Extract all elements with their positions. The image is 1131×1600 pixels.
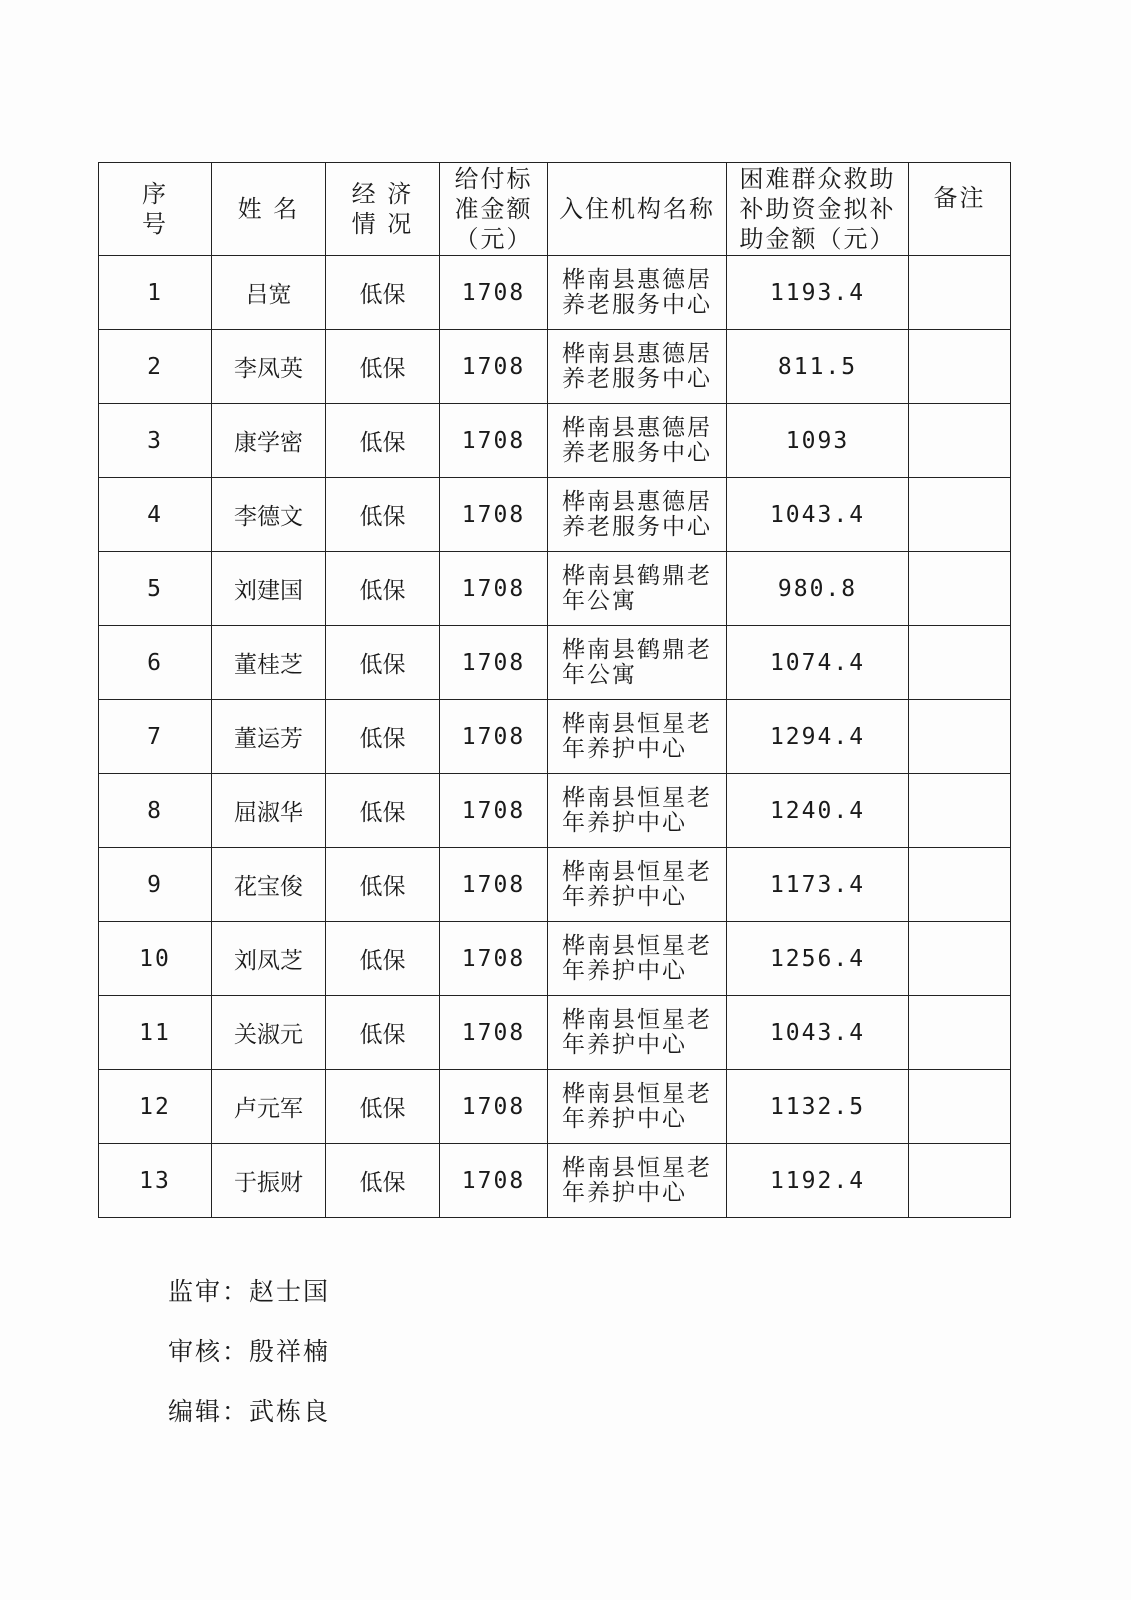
- cell-name: [212, 848, 326, 922]
- cell-seq: [99, 996, 212, 1070]
- cell-institution-text: 桦南县恒星老年养护中心: [562, 1080, 712, 1132]
- table-row: [99, 922, 1011, 996]
- cell-name: [212, 626, 326, 700]
- cell-institution-text: 桦南县鹤鼎老年公寓: [562, 636, 712, 688]
- cell-seq: [99, 552, 212, 626]
- header-notes: [909, 163, 1011, 256]
- cell-seq-text: 7: [147, 723, 163, 750]
- cell-name-text: 吕宽: [245, 282, 292, 308]
- table-row: [99, 626, 1011, 700]
- header-seq: [99, 163, 212, 256]
- cell-standard: [440, 1070, 548, 1144]
- cell-standard: [440, 626, 548, 700]
- cell-subsidy-text: 1173.4: [769, 871, 866, 898]
- cell-notes: [909, 700, 1011, 774]
- cell-economic-text: 低保: [359, 800, 406, 826]
- table-row: [99, 996, 1011, 1070]
- cell-subsidy: [727, 626, 909, 700]
- cell-economic-text: 低保: [359, 1096, 406, 1122]
- header-subsidy-label: 困难群众救助补助资金拟补助金额（元）: [739, 165, 896, 253]
- cell-notes: [909, 848, 1011, 922]
- header-institution-label: 入住机构名称: [559, 195, 715, 223]
- cell-notes: [909, 1070, 1011, 1144]
- cell-seq-text: 5: [147, 575, 163, 602]
- header-notes-label: 备注: [933, 184, 986, 212]
- cell-name: [212, 478, 326, 552]
- cell-standard-text: 1708: [461, 945, 526, 972]
- cell-notes: [909, 404, 1011, 478]
- table-row: [99, 1144, 1011, 1218]
- cell-subsidy: [727, 848, 909, 922]
- cell-standard-text: 1708: [461, 871, 526, 898]
- cell-institution: [548, 404, 727, 478]
- cell-name: [212, 996, 326, 1070]
- cell-institution-text: 桦南县鹤鼎老年公寓: [562, 562, 712, 614]
- cell-seq-text: 12: [139, 1093, 171, 1120]
- cell-economic: [326, 626, 440, 700]
- cell-subsidy-text: 1132.5: [769, 1093, 866, 1120]
- cell-economic-text: 低保: [359, 874, 406, 900]
- cell-seq: [99, 922, 212, 996]
- cell-subsidy: [727, 256, 909, 330]
- cell-subsidy: [727, 700, 909, 774]
- cell-subsidy: [727, 774, 909, 848]
- cell-notes: [909, 922, 1011, 996]
- cell-name-text: 董运芳: [234, 726, 303, 752]
- cell-standard: [440, 848, 548, 922]
- signature-block: [168, 1262, 330, 1442]
- cell-economic-text: 低保: [359, 726, 406, 752]
- cell-notes: [909, 256, 1011, 330]
- cell-economic: [326, 478, 440, 552]
- cell-institution: [548, 996, 727, 1070]
- cell-subsidy-text: 1093: [785, 427, 850, 454]
- cell-standard: [440, 256, 548, 330]
- cell-name-text: 屈淑华: [234, 800, 303, 826]
- subsidy-table: [98, 162, 1011, 1218]
- cell-seq: [99, 1144, 212, 1218]
- cell-subsidy: [727, 922, 909, 996]
- cell-institution-text: 桦南县惠德居养老服务中心: [562, 414, 712, 466]
- cell-standard: [440, 700, 548, 774]
- cell-name: [212, 1070, 326, 1144]
- cell-name: [212, 700, 326, 774]
- cell-standard: [440, 330, 548, 404]
- cell-standard-text: 1708: [461, 427, 526, 454]
- cell-subsidy-text: 1294.4: [769, 723, 866, 750]
- cell-subsidy-text: 980.8: [777, 575, 858, 602]
- cell-standard-text: 1708: [461, 575, 526, 602]
- table-row: [99, 774, 1011, 848]
- cell-subsidy: [727, 404, 909, 478]
- cell-name: [212, 922, 326, 996]
- cell-economic-text: 低保: [359, 652, 406, 678]
- cell-subsidy: [727, 996, 909, 1070]
- cell-seq-text: 4: [147, 501, 163, 528]
- cell-standard-text: 1708: [461, 353, 526, 380]
- reviewer-line: 审核：殷祥楠: [168, 1337, 331, 1366]
- cell-name: [212, 1144, 326, 1218]
- cell-economic: [326, 848, 440, 922]
- cell-notes: [909, 996, 1011, 1070]
- cell-name-text: 关淑元: [234, 1022, 303, 1048]
- cell-institution-text: 桦南县恒星老年养护中心: [562, 710, 712, 762]
- cell-economic: [326, 1144, 440, 1218]
- cell-subsidy-text: 1240.4: [769, 797, 866, 824]
- cell-subsidy: [727, 1070, 909, 1144]
- cell-institution: [548, 478, 727, 552]
- cell-subsidy-text: 811.5: [777, 353, 858, 380]
- cell-seq: [99, 478, 212, 552]
- cell-name-text: 于振财: [234, 1170, 303, 1196]
- cell-name: [212, 774, 326, 848]
- cell-economic: [326, 552, 440, 626]
- cell-name-text: 卢元军: [234, 1096, 303, 1122]
- cell-economic-text: 低保: [359, 948, 406, 974]
- cell-institution: [548, 848, 727, 922]
- cell-name-text: 康学密: [234, 430, 303, 456]
- table-row: [99, 848, 1011, 922]
- cell-standard: [440, 774, 548, 848]
- cell-institution: [548, 330, 727, 404]
- cell-institution: [548, 1144, 727, 1218]
- cell-institution: [548, 1070, 727, 1144]
- cell-standard: [440, 478, 548, 552]
- cell-economic: [326, 996, 440, 1070]
- cell-subsidy-text: 1043.4: [769, 501, 866, 528]
- cell-institution: [548, 552, 727, 626]
- cell-name-text: 李德文: [234, 504, 303, 530]
- table-row: [99, 330, 1011, 404]
- header-row: [99, 163, 1011, 256]
- cell-economic: [326, 1070, 440, 1144]
- cell-seq-text: 2: [147, 353, 163, 380]
- cell-institution-text: 桦南县惠德居养老服务中心: [562, 340, 712, 392]
- cell-economic-text: 低保: [359, 578, 406, 604]
- cell-name-text: 李凤英: [234, 356, 303, 382]
- table-row: [99, 1070, 1011, 1144]
- cell-seq-text: 10: [139, 945, 171, 972]
- cell-standard-text: 1708: [461, 649, 526, 676]
- cell-subsidy: [727, 330, 909, 404]
- cell-subsidy: [727, 478, 909, 552]
- supervisor-line: 监审：赵士国: [168, 1277, 331, 1306]
- cell-notes: [909, 478, 1011, 552]
- cell-economic-text: 低保: [359, 430, 406, 456]
- cell-seq-text: 6: [147, 649, 163, 676]
- cell-standard: [440, 996, 548, 1070]
- cell-institution: [548, 700, 727, 774]
- table-row: [99, 478, 1011, 552]
- cell-seq: [99, 626, 212, 700]
- cell-name-text: 刘建国: [234, 578, 303, 604]
- cell-seq: [99, 848, 212, 922]
- cell-name: [212, 256, 326, 330]
- cell-economic-text: 低保: [359, 356, 406, 382]
- cell-standard-text: 1708: [461, 1019, 526, 1046]
- cell-seq: [99, 774, 212, 848]
- header-name: [212, 163, 326, 256]
- cell-seq-text: 3: [147, 427, 163, 454]
- cell-seq-text: 1: [147, 279, 163, 306]
- cell-standard-text: 1708: [461, 797, 526, 824]
- table-body: [99, 256, 1011, 1218]
- cell-institution-text: 桦南县恒星老年养护中心: [562, 1006, 712, 1058]
- cell-institution: [548, 626, 727, 700]
- cell-economic: [326, 700, 440, 774]
- cell-economic: [326, 404, 440, 478]
- header-standard: [440, 163, 548, 256]
- cell-standard: [440, 1144, 548, 1218]
- cell-economic-text: 低保: [359, 504, 406, 530]
- cell-notes: [909, 626, 1011, 700]
- table-row: [99, 404, 1011, 478]
- cell-seq: [99, 330, 212, 404]
- table-row: [99, 700, 1011, 774]
- cell-institution-text: 桦南县恒星老年养护中心: [562, 858, 712, 910]
- cell-name-text: 花宝俊: [234, 874, 303, 900]
- table-row: [99, 256, 1011, 330]
- cell-institution: [548, 774, 727, 848]
- cell-institution-text: 桦南县惠德居养老服务中心: [562, 488, 712, 540]
- header-institution: [548, 163, 727, 256]
- cell-standard-text: 1708: [461, 501, 526, 528]
- cell-name: [212, 404, 326, 478]
- cell-economic-text: 低保: [359, 1022, 406, 1048]
- cell-name: [212, 552, 326, 626]
- cell-seq-text: 8: [147, 797, 163, 824]
- cell-standard: [440, 552, 548, 626]
- cell-seq-text: 9: [147, 871, 163, 898]
- cell-seq-text: 13: [139, 1167, 171, 1194]
- cell-institution-text: 桦南县惠德居养老服务中心: [562, 266, 712, 318]
- cell-seq: [99, 256, 212, 330]
- header-standard-label: 给付标准金额（元）: [454, 165, 533, 253]
- cell-institution: [548, 922, 727, 996]
- cell-notes: [909, 330, 1011, 404]
- cell-economic: [326, 256, 440, 330]
- cell-subsidy-text: 1043.4: [769, 1019, 866, 1046]
- cell-subsidy-text: 1074.4: [769, 649, 866, 676]
- cell-subsidy: [727, 1144, 909, 1218]
- header-name-label: 姓 名: [237, 195, 300, 223]
- cell-standard-text: 1708: [461, 1167, 526, 1194]
- cell-standard: [440, 922, 548, 996]
- cell-name-text: 董桂芝: [234, 652, 303, 678]
- cell-seq: [99, 1070, 212, 1144]
- cell-institution-text: 桦南县恒星老年养护中心: [562, 932, 712, 984]
- cell-standard-text: 1708: [461, 723, 526, 750]
- cell-economic-text: 低保: [359, 282, 406, 308]
- table-header: [99, 163, 1011, 256]
- cell-notes: [909, 774, 1011, 848]
- table-row: [99, 552, 1011, 626]
- header-subsidy: [727, 163, 909, 256]
- cell-name-text: 刘凤芝: [234, 948, 303, 974]
- cell-seq: [99, 700, 212, 774]
- cell-subsidy-text: 1193.4: [769, 279, 866, 306]
- cell-economic: [326, 922, 440, 996]
- header-economic: [326, 163, 440, 256]
- cell-seq: [99, 404, 212, 478]
- cell-economic-text: 低保: [359, 1170, 406, 1196]
- cell-institution: [548, 256, 727, 330]
- cell-institution-text: 桦南县恒星老年养护中心: [562, 784, 712, 836]
- header-seq-label: 序号: [142, 180, 168, 238]
- cell-notes: [909, 552, 1011, 626]
- cell-subsidy: [727, 552, 909, 626]
- cell-economic: [326, 330, 440, 404]
- cell-economic: [326, 774, 440, 848]
- cell-subsidy-text: 1256.4: [769, 945, 866, 972]
- cell-institution-text: 桦南县恒星老年养护中心: [562, 1154, 712, 1206]
- cell-standard-text: 1708: [461, 279, 526, 306]
- cell-subsidy-text: 1192.4: [769, 1167, 866, 1194]
- cell-notes: [909, 1144, 1011, 1218]
- cell-seq-text: 11: [139, 1019, 171, 1046]
- cell-standard-text: 1708: [461, 1093, 526, 1120]
- cell-name: [212, 330, 326, 404]
- cell-standard: [440, 404, 548, 478]
- header-economic-label: 经 济 情 况: [351, 180, 414, 238]
- editor-line: 编辑：武栋良: [168, 1397, 331, 1426]
